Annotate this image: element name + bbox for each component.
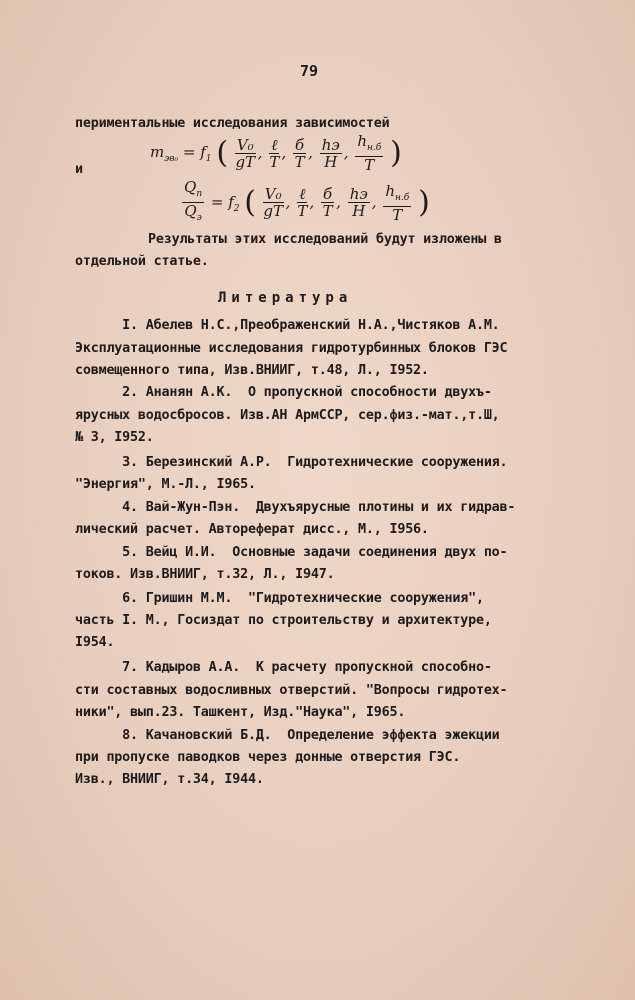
reference-line: при пропуске паводков через донные отверстия ГЭС. — [75, 750, 461, 765]
reference-line: 4. Вай-Жун-Пэн. Двухъярусные плотины и их гидрав- — [75, 500, 516, 515]
formula-1-lhs: $m_{эв_0}$ — [150, 143, 179, 164]
formula-2-term: $\frac{\text{ℓ}}{T}$ — [297, 185, 308, 220]
formula-1-term: $\frac{\text{ℓ}}{T}$ — [269, 135, 280, 171]
formula-1: $m_{эв_0} = f_1$ ( $\frac{\text{V₀}}{gT}$ , $\frac{\text{ℓ}}{T}$ , $\frac{б}{T}$ , $\frac{hэ}{H}$ , $\frac{h_{н.б}}{T}$ ) — [150, 132, 402, 174]
formula-1-term: $\frac{hэ}{H}$ — [321, 135, 340, 171]
formula-2-term: $\frac{\text{V₀}}{gT}$ — [263, 185, 284, 220]
results-line-1: Результаты этих исследований будут изложены в — [148, 232, 502, 247]
reference-line: совмещенного типа, Изв.ВНИИГ, т.48, Л., I952. — [75, 363, 429, 378]
formula-1-eq: = $f_1$ — [182, 143, 212, 164]
page-number: 79 — [300, 62, 319, 80]
reference-line: 3. Березинский А.Р. Гидротехнические сооружения. — [75, 455, 508, 470]
references-heading: Литература — [218, 290, 353, 306]
reference-line: сти составных водосливных отверстий. "Вопросы гидротех- — [75, 683, 508, 698]
reference-line: ярусных водосбросов. Изв.АН АрмССР, сер.физ.-мат.,т.Ш, — [75, 408, 500, 423]
reference-line: часть I. М., Госиздат по строительству и архитектуре, — [75, 613, 492, 628]
reference-line: токов. Изв.ВНИИГ, т.32, Л., I947. — [75, 567, 335, 582]
reference-line: 5. Вейц И.И. Основные задачи соединения двух по- — [75, 545, 508, 560]
formula-2-eq: = $f_2$ — [210, 192, 240, 214]
intro-line: периментальные исследования зависимостей — [75, 116, 390, 131]
and-word: и — [75, 162, 83, 177]
reference-line: 7. Кадыров А.А. К расчету пропускной способно- — [75, 660, 492, 675]
reference-line: № 3, I952. — [75, 430, 154, 445]
reference-line: Эксплуатационные исследования гидротурбинных блоков ГЭС — [75, 341, 508, 356]
reference-line: I954. — [75, 635, 115, 650]
formula-1-term: $\frac{h_{н.б}}{T}$ — [357, 132, 382, 174]
formula-2-term: $\frac{б}{T}$ — [322, 185, 333, 220]
formula-2-term: $\frac{h_{н.б}}{T}$ — [385, 181, 410, 224]
formula-1-term: $\frac{б}{T}$ — [294, 135, 305, 171]
reference-line: Изв., ВНИИГ, т.34, I944. — [75, 772, 264, 787]
formula-2-lhs: $\frac{Q_п}{Q_э}$ — [184, 178, 203, 223]
reference-line: "Энергия", М.-Л., I965. — [75, 477, 256, 492]
formula-2-term: $\frac{hэ}{H}$ — [349, 185, 368, 220]
results-line-2: отдельной статье. — [75, 254, 209, 269]
reference-line: лический расчет. Автореферат дисс., М., I956. — [75, 522, 429, 537]
reference-line: I. Абелев Н.С.,Преображенский Н.А.,Чистяков А.М. — [75, 318, 500, 333]
reference-line: 8. Качановский Б.Д. Определение эффекта эжекции — [75, 728, 500, 743]
formula-2: $\frac{Q_п}{Q_э}$ = $f_2$ ( $\frac{\text{V₀}}{gT}$ , $\frac{\text{ℓ}}{T}$ , $\frac{б}{T}$ , $\frac{hэ}{H}$ , $\frac{h_{н.б}}{T}$ ) — [180, 180, 430, 226]
reference-line: 6. Гришин М.М. "Гидротехнические сооружения", — [75, 591, 484, 606]
reference-line: 2. Ананян А.К. О пропускной способности двухъ- — [75, 385, 492, 400]
reference-line: ники", вып.23. Ташкент, Изд."Наука", I965. — [75, 705, 406, 720]
formula-1-term: $\frac{\text{V₀}}{gT}$ — [235, 135, 256, 171]
